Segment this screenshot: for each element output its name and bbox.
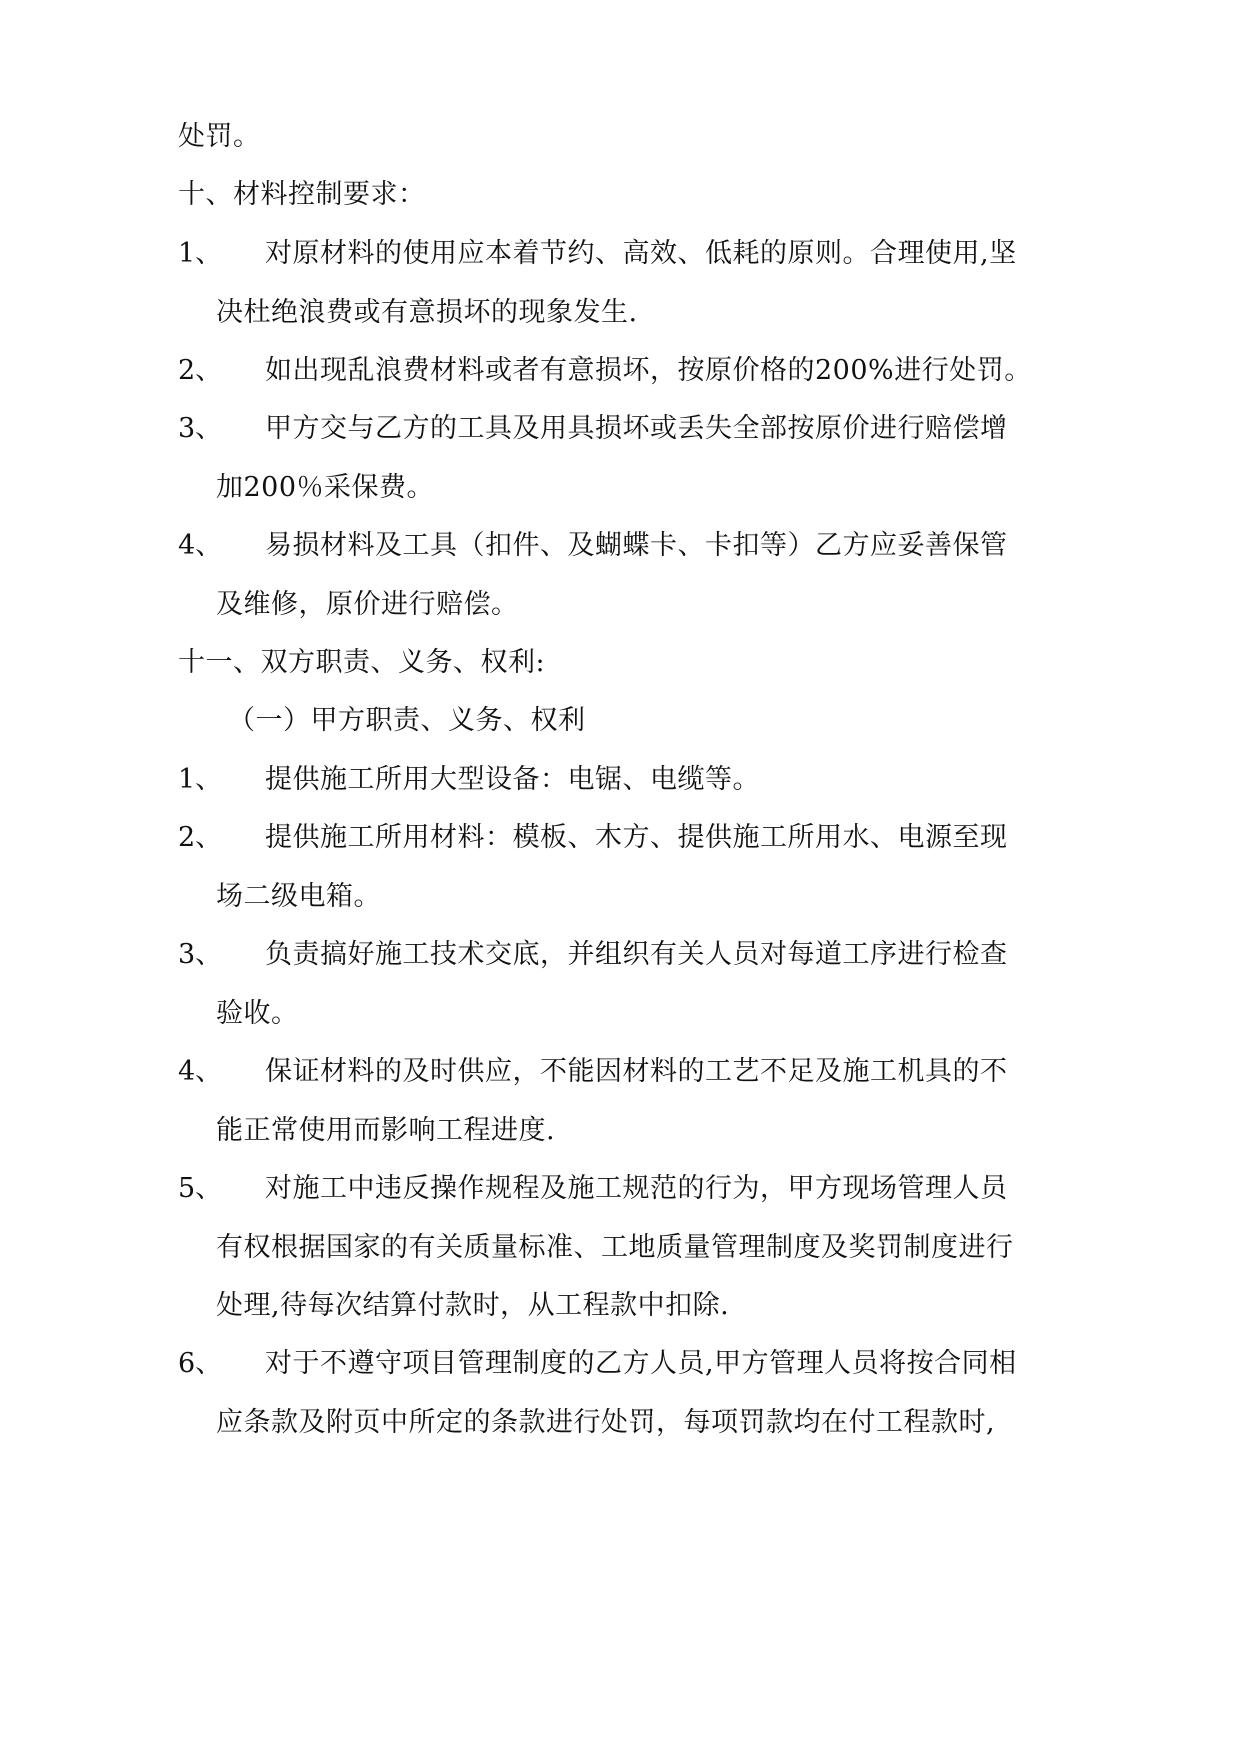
s11-item-5-line-3: 处理,待每次结算付款时，从工程款中扣除. xyxy=(216,1290,730,1321)
s10-item-1-line-2: 决杜绝浪费或有意损坏的现象发生. xyxy=(216,297,638,328)
s11-item-6-line-1: 对于不遵守项目管理制度的乙方人员,甲方管理人员将按合同相 xyxy=(265,1348,1017,1379)
s11-item-5-line-2: 有权根据国家的有关质量标准、工地质量管理制度及奖罚制度进行 xyxy=(216,1232,1014,1263)
s11-item-4-line-2: 能正常使用而影响工程进度. xyxy=(216,1115,556,1146)
s11-item-6-number: 6、 xyxy=(178,1348,223,1379)
s11-item-3-number: 3、 xyxy=(178,939,223,970)
s10-item-2-number: 2、 xyxy=(178,355,223,386)
s10-item-3-line-1: 甲方交与乙方的工具及用具损坏或丢失全部按原价进行赔偿增 xyxy=(265,413,1008,444)
s11-item-5-number: 5、 xyxy=(178,1173,223,1204)
s10-item-2-line-1: 如出现乱浪费材料或者有意损坏，按原价格的200%进行处罚。 xyxy=(265,355,1032,386)
intro-text: 处罚。 xyxy=(178,121,261,152)
s11-item-2-line-1: 提供施工所用材料：模板、木方、提供施工所用水、电源至现 xyxy=(265,822,1008,853)
s11-item-1-number: 1、 xyxy=(178,764,223,795)
s11-item-1-line-1: 提供施工所用大型设备：电锯、电缆等。 xyxy=(265,764,760,795)
section-11-subheading: （一）甲方职责、义务、权利 xyxy=(228,705,586,736)
s11-item-2-number: 2、 xyxy=(178,822,223,853)
s10-item-4-line-2: 及维修，原价进行赔偿。 xyxy=(216,589,519,620)
s11-item-6-line-2: 应条款及附页中所定的条款进行处罚，每项罚款均在付工程款时, xyxy=(216,1407,996,1438)
section-11-heading: 十一、双方职责、义务、权利: xyxy=(178,647,546,678)
s10-item-3-line-2: 加200％采保费。 xyxy=(216,472,435,503)
s11-item-3-line-1: 负责搞好施工技术交底，并组织有关人员对每道工序进行检查 xyxy=(265,939,1008,970)
s11-item-5-line-1: 对施工中违反操作规程及施工规范的行为，甲方现场管理人员 xyxy=(265,1173,1008,1204)
s10-item-1-line-1: 对原材料的使用应本着节约、高效、低耗的原则。合理使用,坚 xyxy=(265,238,1017,269)
s11-item-4-line-1: 保证材料的及时供应，不能因材料的工艺不足及施工机具的不 xyxy=(265,1056,1008,1087)
s10-item-3-number: 3、 xyxy=(178,413,223,444)
s11-item-4-number: 4、 xyxy=(178,1056,223,1087)
s10-item-4-number: 4、 xyxy=(178,530,223,561)
s11-item-2-line-2: 场二级电箱。 xyxy=(216,881,381,912)
s11-item-3-line-2: 验收。 xyxy=(216,998,299,1029)
s10-item-4-line-1: 易损材料及工具（扣件、及蝴蝶卡、卡扣等）乙方应妥善保管 xyxy=(265,530,1008,561)
section-10-heading: 十、材料控制要求： xyxy=(178,179,426,210)
s10-item-1-number: 1、 xyxy=(178,238,223,269)
